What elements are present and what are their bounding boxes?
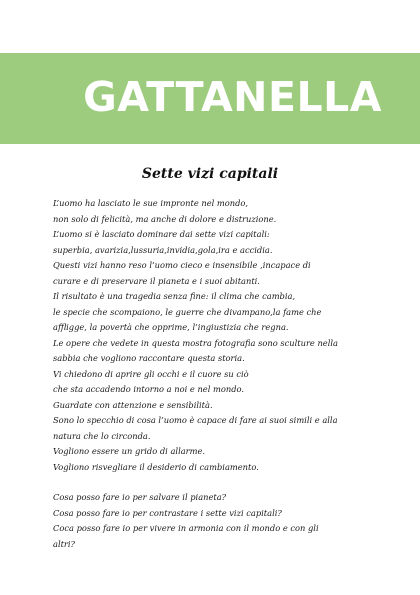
poem-line: Vogliono essere un grido di allarme.	[53, 446, 206, 456]
stanza-break	[53, 475, 383, 490]
header-banner	[0, 53, 420, 144]
poem-line: Vogliono risvegliare il desiderio di cambiamento.	[53, 461, 259, 472]
poem-line: Guardate con attenzione e sensibilità.	[53, 399, 213, 410]
poem-line: Le opere che vedete in questa mostra fotografia sono sculture nella	[53, 337, 338, 348]
poem-line: Questi vizi hanno reso l’uomo cieco e insensibile ,incapace di	[53, 260, 311, 270]
poem-line: Sono lo specchio di cosa l’uomo è capace di fare ai suoi simili e alla	[53, 415, 338, 425]
question-line: Cosa posso fare io per salvare il pianeta?	[53, 492, 227, 502]
poem-line: natura che lo circonda.	[53, 430, 151, 441]
question-line: Coca posso fare io per vivere in armonia con il mondo e con gli	[53, 523, 319, 533]
poem-line: affligge, la povertà che opprime, l’ingiustizia che regna.	[53, 322, 289, 332]
poem-line: non solo di felicità, ma anche di dolore e distruzione.	[53, 213, 277, 224]
page-title: GATTANELLA	[83, 73, 382, 121]
poem-line: che sta accadendo intorno a noi e nel mondo.	[53, 384, 244, 394]
poem-line: superbia, avarizia,lussuria,invidia,gola,ira e accidia.	[53, 244, 273, 255]
poem-title: Sette vizi capitali	[141, 166, 279, 182]
poem-body	[53, 196, 383, 552]
question-line: altri?	[53, 538, 76, 549]
poem-line: Vi chiedono di aprire gli occhi e il cuore su ciò	[53, 368, 249, 379]
poem-line: Il risultato è una tragedia senza fine: il clima che cambia,	[53, 291, 296, 301]
poem-line: curare e di preservare il pianeta e i suoi abitanti.	[53, 275, 260, 286]
poem-line: L’uomo ha lasciato le sue impronte nel mondo,	[53, 198, 249, 208]
poem-line: L’uomo si è lasciato dominare dai sette vizi capitali:	[53, 229, 270, 239]
question-line: Cosa posso fare io per contrastare i sette vizi capitali?	[53, 507, 282, 518]
poem-line: le specie che scompaiono, le guerre che divampano,la fame che	[53, 306, 322, 317]
poem-line: sabbia che vogliono raccontare questa storia.	[53, 353, 245, 363]
